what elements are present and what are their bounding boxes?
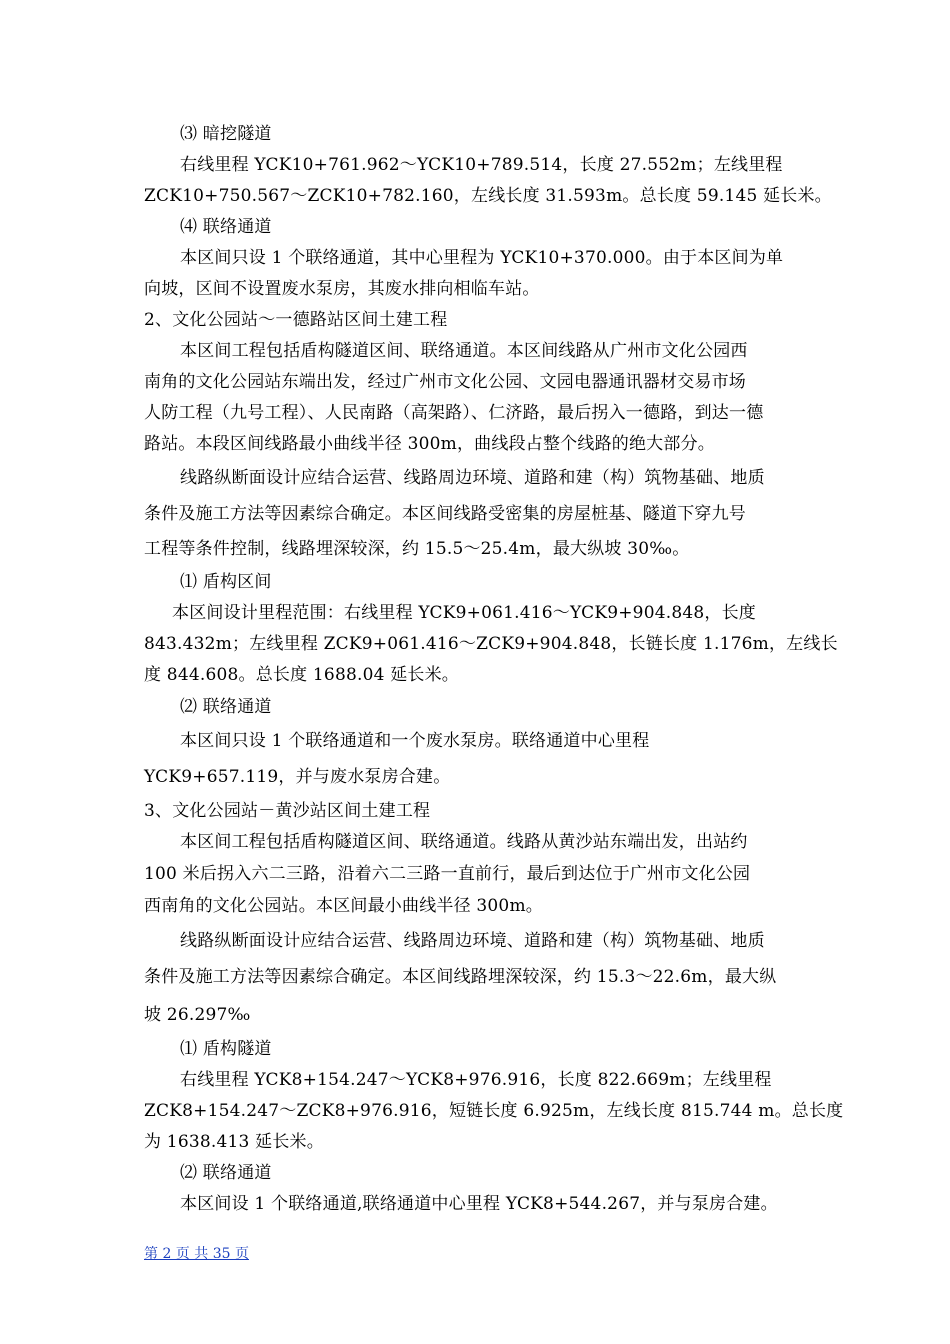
section-heading-3: 3、文化公园站－黄沙站区间土建工程 — [144, 801, 431, 821]
subheading-shield-section: ⑴ 盾构区间 — [180, 572, 272, 592]
text-line: 右线里程 YCK10+761.962～YCK10+789.514，长度 27.552m；左线里程 — [180, 155, 783, 175]
text-line: 为 1638.413 延长米。 — [144, 1132, 324, 1152]
subheading-connection-passage: ⑷ 联络通道 — [180, 217, 272, 237]
text-line: 右线里程 YCK8+154.247～YCK8+976.916，长度 822.669m；左线里程 — [180, 1070, 772, 1090]
text-line: ZCK8+154.247～ZCK8+976.916，短链长度 6.925m，左线长度 815.744 m。总长度 — [144, 1101, 844, 1121]
text-line: YCK9+657.119，并与废水泵房合建。 — [144, 767, 451, 787]
text-line: 本区间工程包括盾构隧道区间、联络通道。线路从黄沙站东端出发，出站约 — [180, 832, 748, 852]
text-line: 843.432m；左线里程 ZCK9+061.416～ZCK9+904.848，长链长度 1.176m，左线长 — [144, 634, 838, 654]
subheading-mined-tunnel: ⑶ 暗挖隧道 — [180, 124, 272, 144]
text-line: 南角的文化公园站东端出发，经过广州市文化公园、文园电器通讯器材交易市场 — [144, 372, 746, 392]
text-line: 本区间只设 1 个联络通道，其中心里程为 YCK10+370.000。由于本区间为单 — [180, 248, 784, 268]
text-line: 度 844.608。总长度 1688.04 延长米。 — [144, 665, 460, 685]
text-line: 人防工程（九号工程）、人民南路（高架路）、仁济路，最后拐入一德路，到达一德 — [144, 403, 764, 423]
subheading-connection-passage: ⑵ 联络通道 — [180, 697, 272, 717]
text-line: 本区间工程包括盾构隧道区间、联络通道。本区间线路从广州市文化公园西 — [180, 341, 748, 361]
text-line: 向坡，区间不设置废水泵房，其废水排向相临车站。 — [144, 279, 540, 299]
text-line: 100 米后拐入六二三路，沿着六二三路一直前行，最后到达位于广州市文化公园 — [144, 864, 751, 884]
page-number-link[interactable]: 第 2 页 共 35 页 — [144, 1246, 249, 1262]
text-line: 线路纵断面设计应结合运营、线路周边环境、道路和建（构）筑物基础、地质 — [180, 468, 765, 488]
subheading-shield-tunnel: ⑴ 盾构隧道 — [180, 1039, 272, 1059]
text-line: 线路纵断面设计应结合运营、线路周边环境、道路和建（构）筑物基础、地质 — [180, 931, 765, 951]
text-line: 条件及施工方法等因素综合确定。本区间线路受密集的房屋桩基、隧道下穿九号 — [144, 504, 746, 524]
text-line: 条件及施工方法等因素综合确定。本区间线路埋深较深，约 15.3～22.6m，最大纵 — [144, 967, 777, 987]
subheading-connection-passage: ⑵ 联络通道 — [180, 1163, 272, 1183]
text-line: 西南角的文化公园站。本区间最小曲线半径 300m。 — [144, 896, 543, 916]
section-heading-2: 2、文化公园站～一德路站区间土建工程 — [144, 310, 448, 330]
text-line: 本区间设 1 个联络通道,联络通道中心里程 YCK8+544.267，并与泵房合建。 — [180, 1194, 778, 1214]
text-line: 本区间设计里程范围：右线里程 YCK9+061.416～YCK9+904.848，长度 — [172, 603, 756, 623]
text-line: ZCK10+750.567～ZCK10+782.160，左线长度 31.593m。总长度 59.145 延长米。 — [144, 186, 832, 206]
text-line: 坡 26.297‰ — [144, 1005, 251, 1025]
text-line: 路站。本段区间线路最小曲线半径 300m，曲线段占整个线路的绝大部分。 — [144, 434, 715, 454]
text-line: 工程等条件控制，线路埋深较深，约 15.5～25.4m，最大纵坡 30‰。 — [144, 539, 690, 559]
text-line: 本区间只设 1 个联络通道和一个废水泵房。联络通道中心里程 — [180, 731, 650, 751]
